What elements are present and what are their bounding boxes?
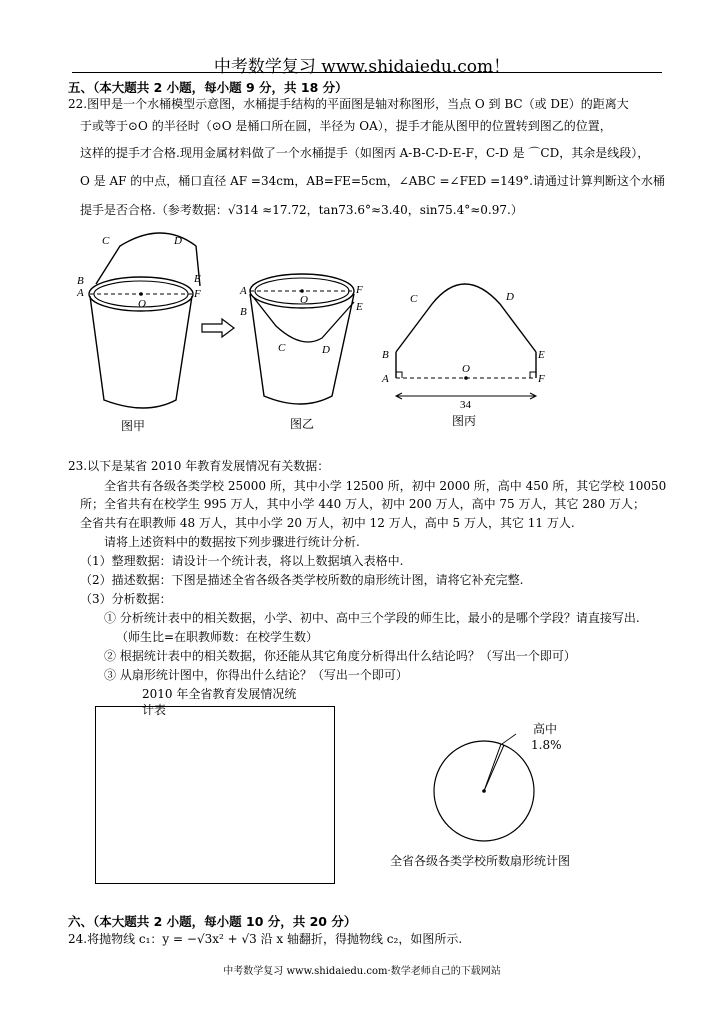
arrow-icon (200, 318, 236, 338)
caption-jia: 图甲 (121, 419, 146, 433)
label-c: C (410, 293, 418, 305)
pie-label-leader (502, 734, 516, 744)
q22-line1: 22.图甲是一个水桶模型示意图，水桶提手结构的平面图是轴对称图形，当点 O 到 BC（或 DE）的距离大 (68, 97, 629, 111)
q23-line2: 全省共有各级各类学校 25000 所，其中小学 12500 所，初中 2000 所，高中 450 所，其它学校 10050 (104, 479, 667, 493)
label-e: E (194, 273, 201, 285)
handle-path (96, 233, 200, 286)
label-f: F (194, 288, 201, 300)
figure-bing (378, 262, 556, 410)
q22-line2: 于或等于⊙O 的半径时（⊙O 是桶口所在圆，半径为 OA），提手才能从图甲的位置转到图乙的位置， (80, 119, 612, 133)
q22-line4: O 是 AF 的中点，桶口直径 AF =34cm，AB=FE=5cm，∠ABC =∠FED =149°.请通过计算判断这个水桶 (80, 174, 665, 188)
q23-sub2: ② 根据统计表中的相关数据，你还能从其它角度分析得出什么结论吗？（写出一个即可） (104, 649, 576, 663)
q22-line3: 这样的提手才合格.现用金属材料做了一个水桶提手（如图丙 A-B-C-D-E-F，C-D 是 ⌒CD，其余是线段）， (80, 146, 650, 160)
label-a: A (240, 285, 247, 297)
label-c: C (278, 342, 286, 354)
label-a: A (382, 373, 389, 385)
bucket-body (90, 296, 192, 408)
center-dot (139, 292, 143, 296)
label-d: D (174, 235, 182, 247)
bucket-body (250, 294, 354, 404)
section6-heading: 六、（本大题共 2 小题，每小题 10 分，共 20 分） (68, 914, 357, 929)
table-title-line2: 计表 (142, 703, 167, 717)
label-e: E (356, 301, 363, 313)
label-o: O (138, 298, 146, 310)
center-dot (300, 289, 304, 293)
label-a: A (77, 287, 84, 299)
statistics-table-box[interactable] (95, 706, 335, 884)
q23-sub1b: （师生比=在职教师数：在校学生数） (116, 630, 319, 644)
section5-heading: 五、（本大题共 2 小题，每小题 9 分，共 18 分） (68, 80, 348, 95)
label-f: F (356, 284, 363, 296)
label-b: B (382, 349, 389, 361)
q23-line3: 所；全省共有在校学生 995 万人，其中小学 440 万人，初中 200 万人，高中 75 万人，其它 280 万人； (80, 497, 646, 511)
label-c: C (102, 235, 110, 247)
q22-line5: 提手是否合格.（参考数据：√314 ≈17.72，tan73.6°≈3.40，sin75.4°≈0.97.） (80, 203, 523, 217)
header-rule (72, 72, 662, 73)
pie-caption: 全省各级各类学校所数扇形统计图 (390, 854, 571, 868)
caption-yi: 图乙 (290, 417, 315, 431)
figure-yi (236, 258, 372, 418)
q23-line5: 请将上述资料中的数据按下列步骤进行统计分析. (104, 535, 360, 549)
dimension-label: 34 (460, 399, 471, 410)
label-d: D (506, 291, 514, 303)
q23-step1: （1）整理数据：请设计一个统计表，将以上数据填入表格中. (80, 554, 404, 568)
pie-label-highschool: 高中 (533, 722, 558, 736)
label-f: F (538, 373, 545, 385)
q24-line1: 24.将抛物线 c₁：y = −√3x² + √3 沿 x 轴翻折，得抛物线 c₂，如图所示. (68, 932, 463, 946)
page-footer: 中考数学复习 www.shidaiedu.com·数学老师自己的下载网站 (223, 966, 501, 977)
pie-label-percent: 1.8% (531, 738, 562, 752)
right-angle-a (396, 372, 402, 378)
label-o: O (462, 363, 470, 375)
q23-line1: 23.以下是某省 2010 年教育发展情况有关数据： (68, 459, 330, 473)
pie-center (482, 789, 486, 793)
q23-sub1: ① 分析统计表中的相关数据，小学、初中、高中三个学段的师生比，最小的是哪个学段？请直接写出. (104, 611, 640, 625)
q23-step2: （2）描述数据：下图是描述全省各级各类学校所数的扇形统计图，请将它补充完整. (80, 573, 524, 587)
right-angle-f (530, 372, 536, 378)
label-b: B (77, 275, 84, 287)
label-o: O (300, 294, 308, 306)
caption-bing: 图丙 (452, 414, 477, 428)
center-dot (464, 376, 468, 380)
label-d: D (322, 344, 330, 356)
label-b: B (240, 306, 247, 318)
page-header-title: 中考数学复习 www.shidaiedu.com！ (213, 57, 511, 77)
q23-line4: 全省共有在职教师 48 万人，其中小学 20 万人，初中 12 万人，高中 5 万人，其它 11 万人. (80, 516, 575, 530)
label-e: E (538, 349, 545, 361)
q23-sub3: ③ 从扇形统计图中，你得出什么结论？（写出一个即可） (104, 668, 408, 682)
pie-radius-2 (484, 745, 504, 791)
q23-step3: （3）分析数据： (80, 592, 172, 606)
table-title-line1: 2010 年全省教育发展情况统 (142, 687, 297, 701)
